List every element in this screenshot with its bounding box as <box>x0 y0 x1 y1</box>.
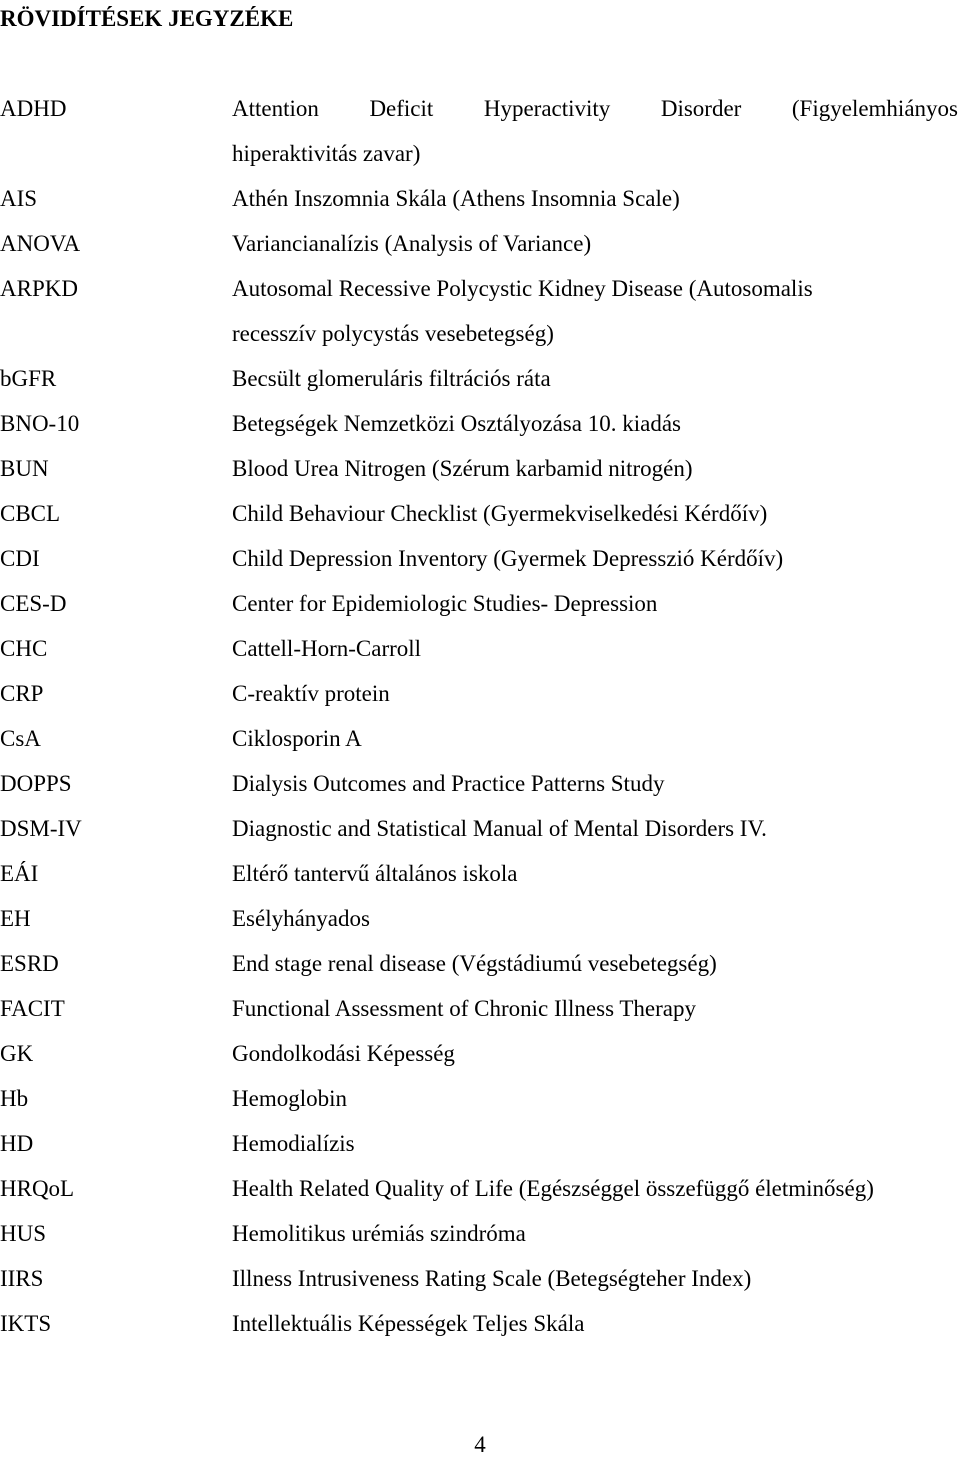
list-item <box>0 221 960 266</box>
abbreviation: IKTS <box>0 1311 52 1336</box>
definition-word: (Figyelemhiányos <box>791 96 958 121</box>
abbreviation: ADHD <box>0 96 67 121</box>
list-item <box>0 131 960 176</box>
definition: Blood Urea Nitrogen (Szérum karbamid nitrogén) <box>232 456 693 481</box>
abbreviation: IIRS <box>0 1266 44 1291</box>
page-number: 4 <box>474 1432 486 1457</box>
abbreviation: GK <box>0 1041 34 1066</box>
list-item <box>0 1076 960 1121</box>
abbreviation: DSM-IV <box>0 816 82 841</box>
list-item <box>0 806 960 851</box>
definition: Ciklosporin A <box>232 726 362 751</box>
list-item <box>0 896 960 941</box>
definition: Functional Assessment of Chronic Illness Therapy <box>232 996 696 1021</box>
list-item <box>0 761 960 806</box>
definition: hiperaktivitás zavar) <box>232 141 421 166</box>
abbreviation: CHC <box>0 636 48 661</box>
definition: Illness Intrusiveness Rating Scale (Betegségteher Index) <box>232 1266 752 1291</box>
list-item <box>0 491 960 536</box>
abbreviation: HD <box>0 1131 34 1156</box>
list-item <box>0 581 960 626</box>
definition: Hemodialízis <box>232 1131 355 1156</box>
list-item <box>0 446 960 491</box>
definition: Betegségek Nemzetközi Osztályozása 10. kiadás <box>232 411 681 436</box>
page-title: RÖVIDÍTÉSEK JEGYZÉKE <box>0 6 294 31</box>
list-item <box>0 1121 960 1166</box>
list-item <box>0 941 960 986</box>
abbreviation: BUN <box>0 456 49 481</box>
definition: Child Depression Inventory (Gyermek Depresszió Kérdőív) <box>232 546 784 571</box>
definition: Autosomal Recessive Polycystic Kidney Disease (Autosomalis <box>232 276 813 301</box>
list-item <box>0 356 960 401</box>
abbreviation: ARPKD <box>0 276 78 301</box>
list-item <box>0 1301 960 1346</box>
abbreviation: AIS <box>0 186 38 211</box>
definition: Gondolkodási Képesség <box>232 1041 455 1066</box>
list-item <box>0 266 960 311</box>
definition: Variancianalízis (Analysis of Variance) <box>232 231 592 256</box>
list-item <box>0 401 960 446</box>
definition: Cattell-Horn-Carroll <box>232 636 422 661</box>
abbreviation: HRQoL <box>0 1176 75 1201</box>
abbreviation: BNO-10 <box>0 411 80 436</box>
list-item <box>0 626 960 671</box>
definition-word: Deficit <box>369 96 434 121</box>
list-item <box>0 986 960 1031</box>
abbreviation: CBCL <box>0 501 61 526</box>
definition: Diagnostic and Statistical Manual of Mental Disorders IV. <box>232 816 767 841</box>
definition: Becsült glomeruláris filtrációs ráta <box>232 366 551 391</box>
abbreviation: ESRD <box>0 951 59 976</box>
definition: End stage renal disease (Végstádiumú vesebetegség) <box>232 951 717 976</box>
definition: Eltérő tantervű általános iskola <box>232 861 518 886</box>
list-item <box>0 671 960 716</box>
list-item <box>0 1211 960 1256</box>
abbreviation: DOPPS <box>0 771 72 796</box>
abbreviation: ANOVA <box>0 231 81 256</box>
definition: Child Behaviour Checklist (Gyermekviselkedési Kérdőív) <box>232 501 768 526</box>
list-item <box>0 716 960 761</box>
definition: Center for Epidemiologic Studies- Depression <box>232 591 658 616</box>
list-item <box>0 536 960 581</box>
definition: Dialysis Outcomes and Practice Patterns Study <box>232 771 665 796</box>
abbreviation: EÁI <box>0 861 39 886</box>
definition <box>232 86 960 131</box>
definition-word: Hyperactivity <box>483 96 611 121</box>
list-item <box>0 851 960 896</box>
list-item <box>0 1256 960 1301</box>
list-item <box>0 1166 960 1211</box>
abbreviation: CDI <box>0 546 40 571</box>
abbreviation: bGFR <box>0 366 57 391</box>
list-item <box>0 86 960 131</box>
abbreviation: CsA <box>0 726 41 751</box>
definition-word: Attention <box>232 96 319 121</box>
list-item <box>0 1031 960 1076</box>
abbreviation: CES-D <box>0 591 67 616</box>
definition-word: Disorder <box>660 96 742 121</box>
definition: Health Related Quality of Life (Egészséggel összefüggő életminőség) <box>232 1176 874 1201</box>
abbreviation-list <box>0 86 960 1346</box>
definition: Hemolitikus urémiás szindróma <box>232 1221 526 1246</box>
definition: Intellektuális Képességek Teljes Skála <box>232 1311 585 1336</box>
abbreviation: CRP <box>0 681 44 706</box>
list-item <box>0 176 960 221</box>
definition: Hemoglobin <box>232 1086 347 1111</box>
abbreviation: Hb <box>0 1086 29 1111</box>
abbreviation: FACIT <box>0 996 65 1021</box>
list-item <box>0 311 960 356</box>
definition: Athén Inszomnia Skála (Athens Insomnia Scale) <box>232 186 680 211</box>
definition: recesszív polycystás vesebetegség) <box>232 321 554 346</box>
definition: C-reaktív protein <box>232 681 390 706</box>
abbreviation: EH <box>0 906 31 931</box>
abbreviation: HUS <box>0 1221 47 1246</box>
definition: Esélyhányados <box>232 906 370 931</box>
